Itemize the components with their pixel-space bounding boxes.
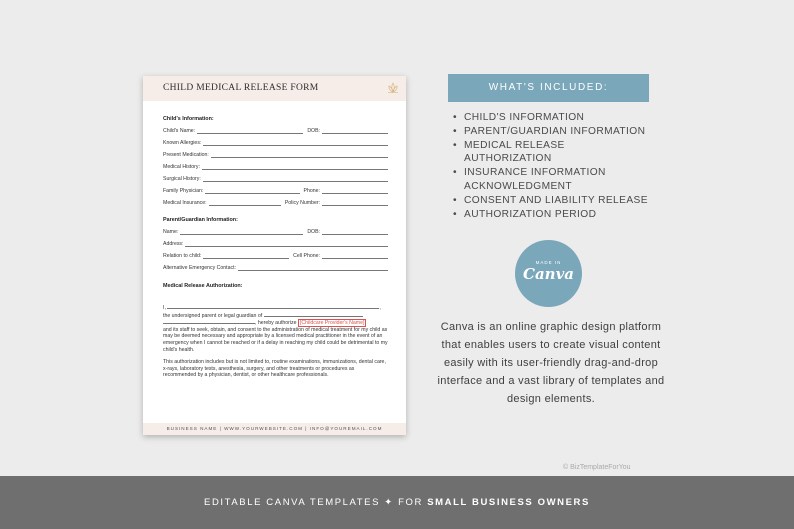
phone-label: Phone:	[303, 188, 320, 194]
known-allergies-label: Known Allergies:	[163, 140, 202, 146]
dob-field[interactable]	[322, 128, 388, 134]
relation-field[interactable]	[203, 253, 289, 259]
made-in-canva-badge	[515, 240, 582, 307]
bottom-banner-bold: SMALL BUSINESS OWNERS	[427, 497, 590, 508]
form-footer: BUSINESS NAME | WWW.YOURWEBSITE.COM | INFO@YOUREMAIL.COM	[143, 423, 406, 435]
form-preview-page	[143, 76, 406, 435]
relation-label: Relation to child:	[163, 253, 202, 259]
phone-field[interactable]	[322, 188, 388, 194]
row-known-allergies	[163, 138, 388, 146]
present-medication-field[interactable]	[211, 152, 388, 158]
included-item: • PARENT/GUARDIAN INFORMATION	[452, 125, 652, 139]
bottom-banner	[0, 476, 794, 529]
row-relation	[163, 251, 388, 259]
authorization-text	[163, 304, 388, 385]
surgical-history-label: Surgical History:	[163, 176, 201, 182]
bottom-banner-middle: FOR	[398, 497, 423, 508]
form-title: CHILD MEDICAL RELEASE FORM	[163, 83, 319, 93]
known-allergies-field[interactable]	[203, 140, 388, 146]
childs-info-heading: Child's Information:	[163, 116, 214, 122]
included-item: • CONSENT AND LIABILITY RELEASE	[452, 194, 652, 208]
whats-included-banner: WHAT'S INCLUDED:	[448, 74, 649, 102]
lotus-icon	[386, 82, 400, 94]
childs-name-field[interactable]	[197, 128, 303, 134]
address-field[interactable]	[185, 241, 388, 247]
authorization-heading: Medical Release Authorization:	[163, 283, 243, 289]
auth-comma: ,	[379, 305, 381, 311]
auth-para1-rest: and its staff to seek, obtain, and consent to the administration of medical treatment for my child as may be deemed necessary and appropriate by a licensed medical practitioner in the event of an emergency when I cannot be reached or if a delay in reaching my child could be detrimental to my child's health.	[163, 326, 388, 353]
included-item: • AUTHORIZATION PERIOD	[452, 208, 652, 222]
medical-insurance-field[interactable]	[209, 200, 281, 206]
parent-dob-field[interactable]	[322, 229, 388, 235]
row-medical-insurance	[163, 198, 388, 206]
authorization-paragraph-2: This authorization includes but is not limited to, routine examinations, immunizations, dental care, x-rays, laboratory tests, anesthesia, surgery, and other treatments or procedures as recommended by a physician, dentist, or other healthcare professionals.	[163, 359, 386, 379]
parent-dob-label: DOB:	[307, 229, 320, 235]
copyright-watermark: © BizTemplateForYou	[563, 464, 631, 471]
auth-child-name-field[interactable]	[264, 312, 363, 317]
cell-phone-field[interactable]	[322, 253, 388, 259]
form-header	[143, 76, 406, 101]
auth-child-name-field-2[interactable]	[163, 319, 255, 324]
canva-description: Canva is an online graphic design platform that enables users to create visual content easily with its user-friendly drag-and-drop interface and a vast library of templates and design elements.	[437, 321, 665, 405]
medical-insurance-label: Medical Insurance:	[163, 200, 207, 206]
included-item: • INSURANCE INFORMATION ACKNOWLEDGMENT	[452, 166, 652, 194]
included-list	[452, 111, 652, 221]
policy-number-field[interactable]	[322, 200, 388, 206]
address-label: Address:	[163, 241, 184, 247]
policy-number-label: Policy Number:	[284, 200, 320, 206]
row-parent-name	[163, 227, 388, 235]
provider-name-placeholder[interactable]: [Childcare Provider's Name]	[299, 320, 365, 327]
auth-parent-name-field[interactable]	[167, 304, 379, 309]
medical-history-field[interactable]	[202, 164, 388, 170]
row-present-medication	[163, 150, 388, 158]
included-item: • CHILD'S INFORMATION	[452, 111, 652, 125]
row-address	[163, 239, 388, 247]
bottom-banner-left: EDITABLE CANVA TEMPLATES	[204, 497, 381, 508]
auth-hereby: , hereby authorize	[255, 320, 297, 327]
parent-name-field[interactable]	[180, 229, 303, 235]
childs-name-label: Child's Name:	[163, 128, 196, 134]
medical-history-label: Medical History:	[163, 164, 200, 170]
alt-contact-field[interactable]	[238, 265, 388, 271]
dob-label: DOB:	[307, 128, 320, 134]
alt-contact-label: Alternative Emergency Contact:	[163, 265, 236, 271]
auth-guardian-of: the undersigned parent or legal guardian of	[163, 312, 263, 319]
parent-info-heading: Parent/Guardian Information:	[163, 217, 238, 223]
sparkle-icon: ✦	[384, 497, 394, 508]
present-medication-label: Present Medication:	[163, 152, 209, 158]
family-physician-label: Family Physician:	[163, 188, 204, 194]
family-physician-field[interactable]	[205, 188, 299, 194]
authorization-paragraph-1	[163, 304, 388, 353]
row-childs-name	[163, 126, 388, 134]
canva-logo: Canva	[523, 265, 574, 283]
included-item: • MEDICAL RELEASE AUTHORIZATION	[452, 139, 652, 167]
auth-i: I,	[163, 305, 166, 311]
badge-made-in-text: MADE IN	[535, 260, 562, 265]
parent-name-label: Name:	[163, 229, 179, 235]
row-surgical-history	[163, 174, 388, 182]
cell-phone-label: Cell Phone:	[293, 253, 320, 259]
row-family-physician	[163, 186, 388, 194]
surgical-history-field[interactable]	[203, 176, 388, 182]
row-alt-contact	[163, 263, 388, 271]
row-medical-history	[163, 162, 388, 170]
